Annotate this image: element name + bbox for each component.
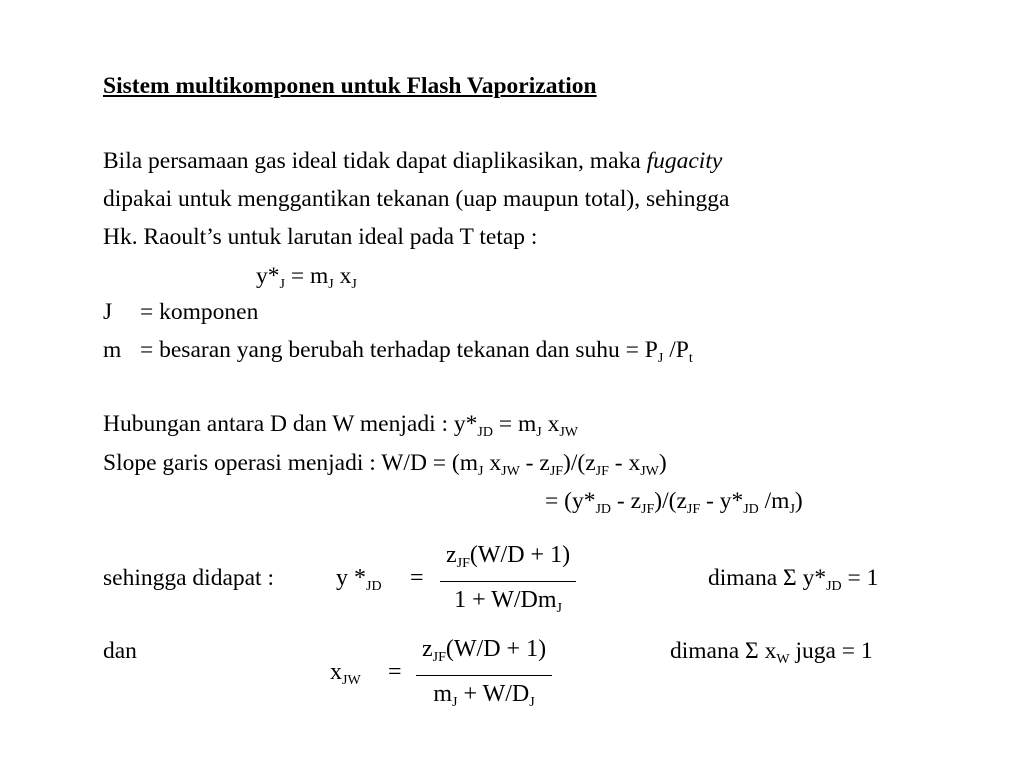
result2-equals: = (388, 659, 402, 685)
sub: JW (640, 464, 659, 479)
slope2-y: - y* (700, 488, 744, 514)
sub: JF (686, 502, 701, 517)
eq-sub: J (279, 277, 285, 292)
result2-lhs (330, 658, 361, 695)
slide-title: Sistem multikomponen untuk Flash Vaporization (103, 73, 597, 99)
hubungan-line (103, 410, 578, 438)
sub: JD (595, 502, 612, 517)
hub-text: Hubungan antara D dan W menjadi : y* (103, 411, 478, 437)
eq-sub: J (328, 277, 334, 292)
lhs-y: y * (336, 565, 366, 591)
eq-m: = m (284, 263, 329, 289)
cond-end: juga = 1 (789, 638, 873, 664)
cond-sub: JD (826, 579, 842, 594)
slope-mid: )/(z (563, 450, 596, 476)
sub: JW (501, 464, 520, 479)
num-rest: (W/D + 1) (445, 636, 547, 662)
den-sub: J (556, 601, 562, 616)
paragraph-line-2: dipakai untuk menggantikan tekanan (uap maupun total), sehingga (103, 186, 730, 212)
def-j-symbol: J (103, 299, 113, 325)
fraction-denominator (427, 676, 540, 719)
num-z: z (422, 636, 433, 662)
sub: JF (595, 464, 609, 479)
slope-text: Slope garis operasi menjadi : W/D = (m (103, 450, 479, 476)
num-sub: JF (456, 556, 470, 571)
den-sub: J (529, 695, 535, 710)
cond-sub: W (776, 652, 790, 667)
slope-line-2 (545, 487, 803, 515)
fraction-denominator (448, 582, 568, 625)
slope2-close: ) (794, 488, 803, 514)
def-m-symbol: m (103, 337, 122, 363)
lhs-sub: JD (366, 579, 382, 594)
den-msub: J (452, 695, 458, 710)
eq-sub: J (351, 277, 357, 292)
slope-x2: - x (608, 450, 641, 476)
slope2-mid: )/(z (654, 488, 687, 514)
den-m: m (433, 681, 453, 707)
raoult-equation (256, 262, 357, 290)
den-rest: + W/D (457, 681, 530, 707)
sub: JD (477, 425, 493, 440)
sub: JF (641, 502, 655, 517)
slope2-div: /m (758, 488, 790, 514)
fugacity-term: fugacity (646, 148, 723, 174)
cond-text: dimana Σ x (670, 638, 777, 664)
paragraph-line-1 (103, 147, 722, 175)
cond-end: = 1 (841, 565, 879, 591)
sub: JD (743, 502, 759, 517)
sub: JF (549, 464, 564, 479)
num-z: z (446, 542, 457, 568)
sub: J (478, 464, 484, 479)
slope-x: x (483, 450, 502, 476)
result1-fraction (440, 540, 576, 625)
sub: JW (559, 425, 578, 440)
sub: J (536, 425, 542, 440)
result1-label: sehingga didapat : (103, 565, 274, 591)
eq-x: x (333, 263, 352, 289)
result2-label: dan (103, 638, 137, 664)
def-j-text: = komponen (140, 299, 259, 325)
den-main: 1 + W/Dm (454, 587, 557, 613)
num-rest: (W/D + 1) (469, 542, 571, 568)
hub-x: x (541, 411, 560, 437)
slope-z: - z (519, 450, 550, 476)
fraction-numerator (440, 540, 576, 581)
slope2-start: = (y* (545, 488, 596, 514)
slope-close: ) (658, 450, 667, 476)
fraction-numerator (416, 634, 552, 675)
def-m-desc: = besaran yang berubah terhadap tekanan dan suhu = P (140, 337, 658, 363)
slope2-z: - z (611, 488, 642, 514)
result1-condition (708, 564, 878, 592)
lhs-sub: JW (342, 673, 361, 688)
sub: J (789, 502, 795, 517)
sub: J (657, 351, 664, 366)
num-sub: JF (432, 650, 446, 665)
para-text: Bila persamaan gas ideal tidak dapat diaplikasikan, maka (103, 148, 647, 174)
result2-fraction (416, 634, 552, 719)
eq-y-star: y* (256, 263, 280, 289)
result1-equals: = (410, 565, 424, 591)
def-m-text (140, 336, 693, 364)
sub: t (688, 351, 693, 366)
lhs-x: x (330, 659, 342, 685)
slope-line-1 (103, 449, 667, 477)
result1-lhs (336, 564, 382, 601)
def-m-mid: /P (663, 337, 689, 363)
hub-eq: = m (492, 411, 537, 437)
paragraph-line-3: Hk. Raoult’s untuk larutan ideal pada T tetap : (103, 224, 538, 250)
result2-condition (670, 637, 873, 665)
cond-text: dimana Σ y* (708, 565, 827, 591)
